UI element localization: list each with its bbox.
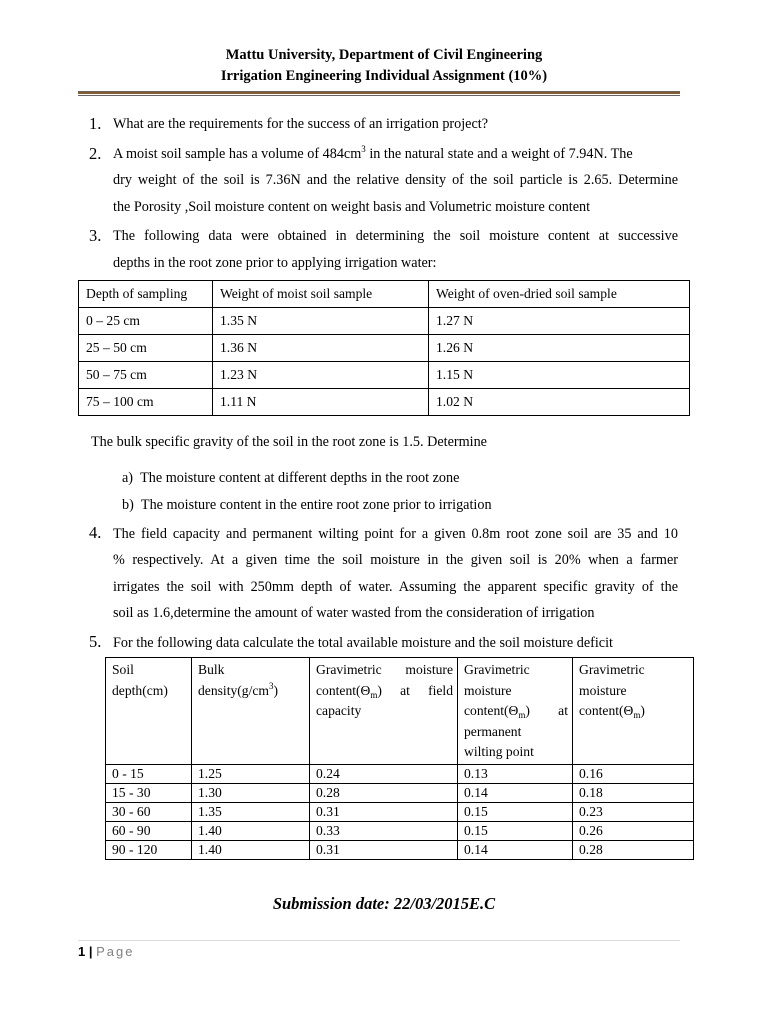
q3-cell: 1.35 N bbox=[213, 308, 429, 335]
q3-cell: 50 – 75 cm bbox=[79, 362, 213, 389]
q3-cell: 75 – 100 cm bbox=[79, 389, 213, 416]
q3-header-cell: Depth of sampling bbox=[79, 281, 213, 308]
q3-header-cell: Weight of moist soil sample bbox=[213, 281, 429, 308]
q3-cell: 1.02 N bbox=[429, 389, 690, 416]
table-row bbox=[106, 765, 694, 784]
q5-cell: 0.28 bbox=[573, 841, 694, 860]
q5-line-1: For the following data calculate the total available moisture and the soil moisture deficit bbox=[113, 635, 613, 651]
q5-cell: 1.35 bbox=[192, 803, 310, 822]
q3-cell: 1.11 N bbox=[213, 389, 429, 416]
q5-cell: 0.28 bbox=[310, 784, 458, 803]
q2-line-2: dry weight of the soil is 7.36N and the relative density of the soil particle is 2.65. Determine bbox=[113, 172, 678, 188]
q5-cell: 1.25 bbox=[192, 765, 310, 784]
q5-cell: 0.14 bbox=[458, 784, 573, 803]
header-rule-thin bbox=[78, 95, 680, 96]
q5-number: 5. bbox=[89, 632, 102, 651]
page-separator: | bbox=[85, 944, 97, 959]
q5-cell: 0.15 bbox=[458, 803, 573, 822]
q5-cell: 0 - 15 bbox=[106, 765, 192, 784]
table-row bbox=[79, 362, 690, 389]
q5-header-field-capacity: Gravimetric moisture $content(\Theta_m)$ at field capacity bbox=[310, 658, 458, 765]
q5-cell: 0.15 bbox=[458, 822, 573, 841]
table-row bbox=[106, 822, 694, 841]
q4-line-4: soil as 1.6,determine the amount of water wasted from the consideration of irrigation bbox=[113, 605, 595, 621]
q5-cell: 15 - 30 bbox=[106, 784, 192, 803]
q5-header-wilting-point: Gravimetric moisture $content(\Theta_m)$ at permanent wilting point bbox=[458, 658, 573, 765]
header-university: Mattu University, Department of Civil Engineering bbox=[225, 47, 543, 63]
q2-line-1: A moist soil sample has a volume of $484cm^3$ in the natural state and a weight of 7.94N. The bbox=[113, 144, 633, 162]
q2-number: 2. bbox=[89, 144, 102, 163]
q5-cell: 0.33 bbox=[310, 822, 458, 841]
table-row bbox=[106, 784, 694, 803]
submission-date: Submission date: 22/03/2015E.C bbox=[272, 894, 496, 913]
q3-header-cell: Weight of oven-dried soil sample bbox=[429, 281, 690, 308]
footer-rule bbox=[78, 940, 680, 941]
q5-cell: 60 - 90 bbox=[106, 822, 192, 841]
q5-cell: 0.13 bbox=[458, 765, 573, 784]
q3-part-a: a) The moisture content at different depths in the root zone bbox=[122, 470, 460, 486]
q1-number: 1. bbox=[89, 114, 102, 133]
q3-cell: 1.23 N bbox=[213, 362, 429, 389]
page-footer bbox=[78, 944, 134, 959]
q5-cell: 0.31 bbox=[310, 841, 458, 860]
q5-table-header-row bbox=[106, 658, 694, 765]
q5-cell: 0.24 bbox=[310, 765, 458, 784]
q5-cell: 0.16 bbox=[573, 765, 694, 784]
table-row bbox=[79, 389, 690, 416]
q3-table-header-row bbox=[79, 281, 690, 308]
q5-header-soil-depth: Soil depth(cm) bbox=[106, 658, 192, 765]
header-rule-thick bbox=[78, 91, 680, 94]
q3-cell: 1.15 N bbox=[429, 362, 690, 389]
q5-cell: 1.40 bbox=[192, 822, 310, 841]
q5-data-table bbox=[105, 657, 694, 860]
q3-cell: 1.36 N bbox=[213, 335, 429, 362]
page-word: Page bbox=[96, 944, 135, 959]
q5-cell: 0.23 bbox=[573, 803, 694, 822]
q3-cell: 0 – 25 cm bbox=[79, 308, 213, 335]
q5-cell: 0.14 bbox=[458, 841, 573, 860]
q3-number: 3. bbox=[89, 226, 102, 245]
q3-part-b: b) The moisture content in the entire root zone prior to irrigation bbox=[122, 497, 492, 513]
q5-cell: 1.30 bbox=[192, 784, 310, 803]
q4-line-1: The field capacity and permanent wilting point for a given 0.8m root zone soil are 35 and 10 bbox=[113, 526, 678, 542]
q5-header-current-moisture: Gravimetric moisture $content(\Theta_m)$ bbox=[573, 658, 694, 765]
q2-line-3: the Porosity ,Soil moisture content on weight basis and Volumetric moisture content bbox=[113, 199, 591, 215]
q3-cell: 25 – 50 cm bbox=[79, 335, 213, 362]
q1-text: What are the requirements for the success of an irrigation project? bbox=[113, 116, 489, 132]
q3-cell: 1.27 N bbox=[429, 308, 690, 335]
q5-header-bulk-density: Bulk $density(g/cm^3)$ bbox=[192, 658, 310, 765]
q3-after-table-text: The bulk specific gravity of the soil in the root zone is 1.5. Determine bbox=[91, 434, 487, 450]
q5-cell: 0.18 bbox=[573, 784, 694, 803]
q5-cell: 30 - 60 bbox=[106, 803, 192, 822]
q5-cell: 0.26 bbox=[573, 822, 694, 841]
q5-cell: 1.40 bbox=[192, 841, 310, 860]
table-row bbox=[79, 335, 690, 362]
table-row bbox=[106, 841, 694, 860]
table-row bbox=[79, 308, 690, 335]
q3-line-2: depths in the root zone prior to applying irrigation water: bbox=[113, 255, 437, 271]
q4-line-3: irrigates the soil with 250mm depth of water. Assuming the apparent specific gravity of the bbox=[113, 579, 678, 595]
q3-data-table bbox=[78, 280, 690, 416]
q4-line-2: % respectively. At a given time the soil moisture in the given soil is 20% when a farmer bbox=[113, 552, 678, 568]
q5-cell: 0.31 bbox=[310, 803, 458, 822]
page-number: 1 bbox=[78, 944, 86, 959]
q3-cell: 1.26 N bbox=[429, 335, 690, 362]
table-row bbox=[106, 803, 694, 822]
header-assignment: Irrigation Engineering Individual Assignment (10%) bbox=[220, 68, 548, 84]
q3-line-1: The following data were obtained in determining the soil moisture content at successive bbox=[113, 228, 678, 244]
q5-cell: 90 - 120 bbox=[106, 841, 192, 860]
q4-number: 4. bbox=[89, 523, 102, 542]
